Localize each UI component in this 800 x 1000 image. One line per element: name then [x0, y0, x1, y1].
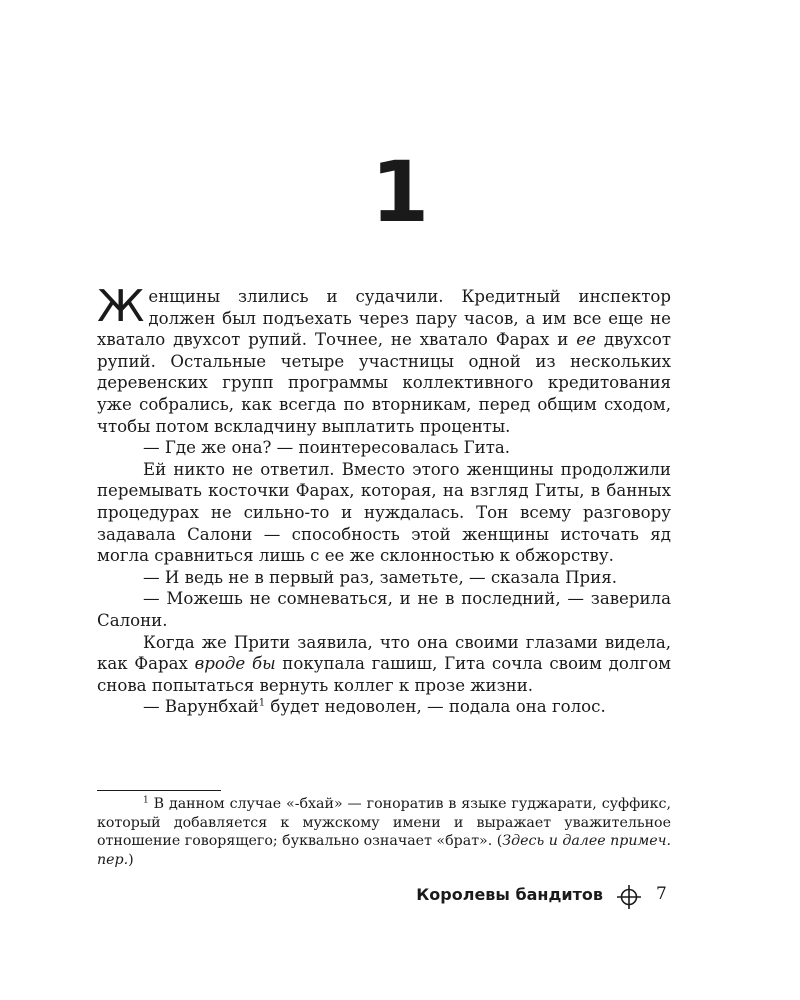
paragraph-7-tail: будет недоволен, — подала она голос. — [265, 697, 606, 717]
paragraph-7-text: — Варунбхай — [143, 697, 259, 717]
footnote-reference[interactable]: 1 — [258, 697, 266, 709]
footnote-text: В данном случае «-бхай» — гоноратив в языке гуджарати, суффикс, который добавляется к мужскому имени и выражает уважительное отношение говорящего; буквально означает «брат». ( — [97, 796, 671, 849]
footnote-emphasis: Здесь и далее примеч. пер. — [97, 833, 671, 868]
body-text — [97, 281, 672, 718]
paragraph-1-text: енщины злились и судачили. Кредитный инспектор должен был подъехать через пару часов, а им все еще не хватало двухсот рупий. Точнее, не хватало Фарах и — [97, 287, 671, 350]
paragraph-2: — Где же она? — поинтересовалась Гита. — [143, 438, 511, 458]
footnote-divider — [97, 790, 221, 791]
paragraph-4: — И ведь не в первый раз, заметьте, — сказала Прия. — [143, 567, 617, 587]
chapter-number: 1 — [370, 143, 430, 241]
paragraph-6-text: Когда же Прити заявила, что она своими глазами видела, как Фарах — [97, 632, 671, 674]
drop-cap: Ж — [97, 281, 145, 332]
paragraph-6 — [97, 632, 671, 697]
paragraph-7 — [97, 696, 671, 718]
paragraph-6-tail: покупала гашиш, Гита сочла своим долгом снова попытаться вернуть коллег к прозе жизни. — [97, 654, 671, 695]
crosshair-icon — [616, 884, 642, 910]
running-title: Королевы бандитов — [416, 885, 603, 904]
paragraph-6-emphasis: вроде бы — [194, 654, 276, 674]
paragraph-1-tail: двухсот рупий. Остальные четыре участницы одной из нескольких деревенских групп программы коллективного кредитования уже собрались, как всегда по вторникам, перед общим сходом, чтобы потом вскладчину выплатить проценты. — [97, 330, 672, 436]
footnote-marker: 1 — [143, 795, 149, 806]
footnote-close: ) — [128, 851, 134, 868]
paragraph-3: Ей никто не ответил. Вместо этого женщины продолжили перемывать косточки Фарах, которая, на взгляд Гиты, в банных процедурах не сильно-то и нуждалась. Тон всему разговору задавала Салони — способность этой женщины источать яд могла сравниться лишь с ее же склонностью к обжорству. — [97, 459, 671, 566]
footnote — [97, 795, 671, 869]
paragraph-1 — [97, 281, 672, 437]
paragraph-5: — Можешь не сомневаться, и не в последний, — заверила Салони. — [97, 589, 671, 630]
page-number: 7 — [656, 884, 667, 904]
paragraph-1-emphasis: ее — [576, 330, 596, 350]
